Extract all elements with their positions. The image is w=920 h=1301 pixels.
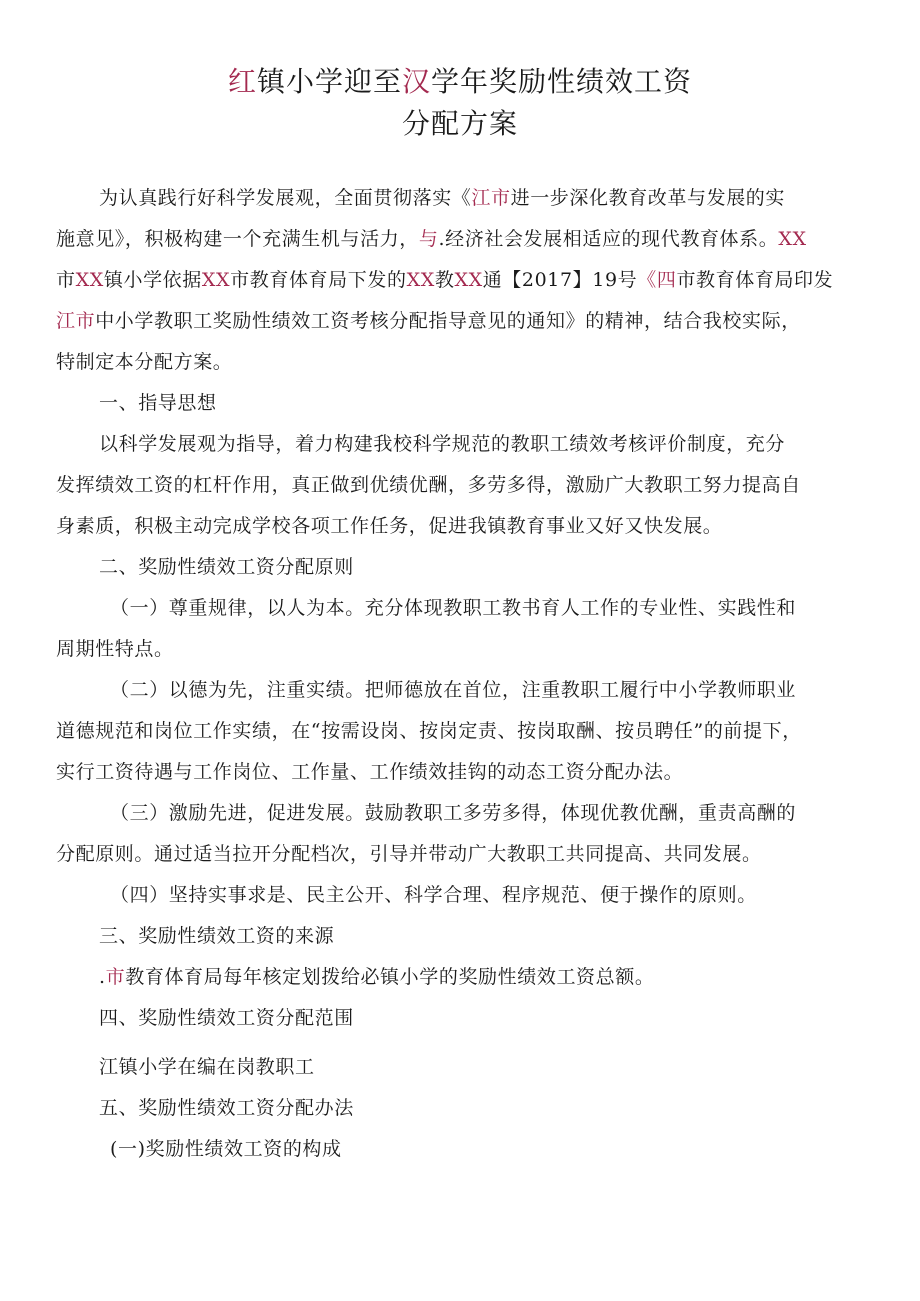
paragraph-line: （四）坚持实事求是、民主公开、科学合理、程序规范、便于操作的原则。 bbox=[110, 884, 757, 906]
document-title-line-2: 分配方案 bbox=[401, 107, 518, 140]
section-heading: 五、奖励性绩效工资分配办法 bbox=[99, 1097, 354, 1119]
section-heading: 四、奖励性绩效工资分配范围 bbox=[99, 1007, 354, 1029]
intro-line: 特制定本分配方案。 bbox=[56, 351, 233, 373]
paragraph-line: 分配原则。通过适当拉开分配档次，引导并带动广大教职工共同提高、共同发展。 bbox=[56, 843, 762, 865]
paragraph-line: .市教育体育局每年核定划拨给必镇小学的奖励性绩效工资总额。 bbox=[99, 966, 655, 988]
subsection-heading: (一)奖励性绩效工资的构成 bbox=[110, 1138, 342, 1160]
paragraph-line: （二）以德为先，注重实绩。把师德放在首位，注重教职工履行中小学教师职业 bbox=[110, 679, 797, 701]
paragraph-line: 实行工资待遇与工作岗位、工作量、工作绩效挂钩的动态工资分配办法。 bbox=[56, 761, 684, 783]
intro-line: 为认真践行好科学发展观，全面贯彻落实《江市进一步深化教育改革与发展的实 bbox=[99, 187, 786, 209]
paragraph-line: 江镇小学在编在岗教职工 bbox=[99, 1056, 315, 1078]
section-heading: 二、奖励性绩效工资分配原则 bbox=[99, 556, 354, 578]
intro-line: 江市中小学教职工奖励性绩效工资考核分配指导意见的通知》的精神，结合我校实际， bbox=[56, 310, 801, 332]
title-highlight: 红 bbox=[227, 65, 257, 98]
intro-line: 施意见》，积极构建一个充满生机与活力，与.经济社会发展相适应的现代教育体系。XX bbox=[56, 228, 807, 250]
paragraph-line: 以科学发展观为指导，着力构建我校科学规范的教职工绩效考核评价制度，充分 bbox=[99, 433, 786, 455]
paragraph-line: 道德规范和岗位工作实绩，在“按需设岗、按岗定责、按岗取酬、按员聘任”的前提下， bbox=[56, 720, 802, 742]
paragraph-line: 身素质，积极主动完成学校各项工作任务，促进我镇教育事业又好又快发展。 bbox=[56, 515, 723, 537]
paragraph-line: （一）尊重规律，以人为本。充分体现教职工教书育人工作的专业性、实践性和 bbox=[110, 597, 797, 619]
paragraph-line: （三）激励先进，促进发展。鼓励教职工多劳多得，体现优教优酬，重责高酬的 bbox=[110, 802, 797, 824]
paragraph-line: 周期性特点。 bbox=[56, 638, 174, 660]
section-heading: 三、奖励性绩效工资的来源 bbox=[99, 925, 335, 947]
paragraph-line: 发挥绩效工资的杠杆作用，真正做到优绩优酬，多劳多得，激励广大教职工努力提高自 bbox=[56, 474, 801, 496]
document-title-line-1: 红镇小学迎至汉学年奖励性绩效工资 bbox=[227, 65, 693, 98]
title-highlight: 汉 bbox=[402, 65, 432, 98]
intro-line: 市XX镇小学依据XX市教育体育局下发的XX教XX通【2017】19号《四市教育体育局印发 bbox=[56, 269, 834, 291]
section-heading: 一、指导思想 bbox=[99, 392, 217, 414]
